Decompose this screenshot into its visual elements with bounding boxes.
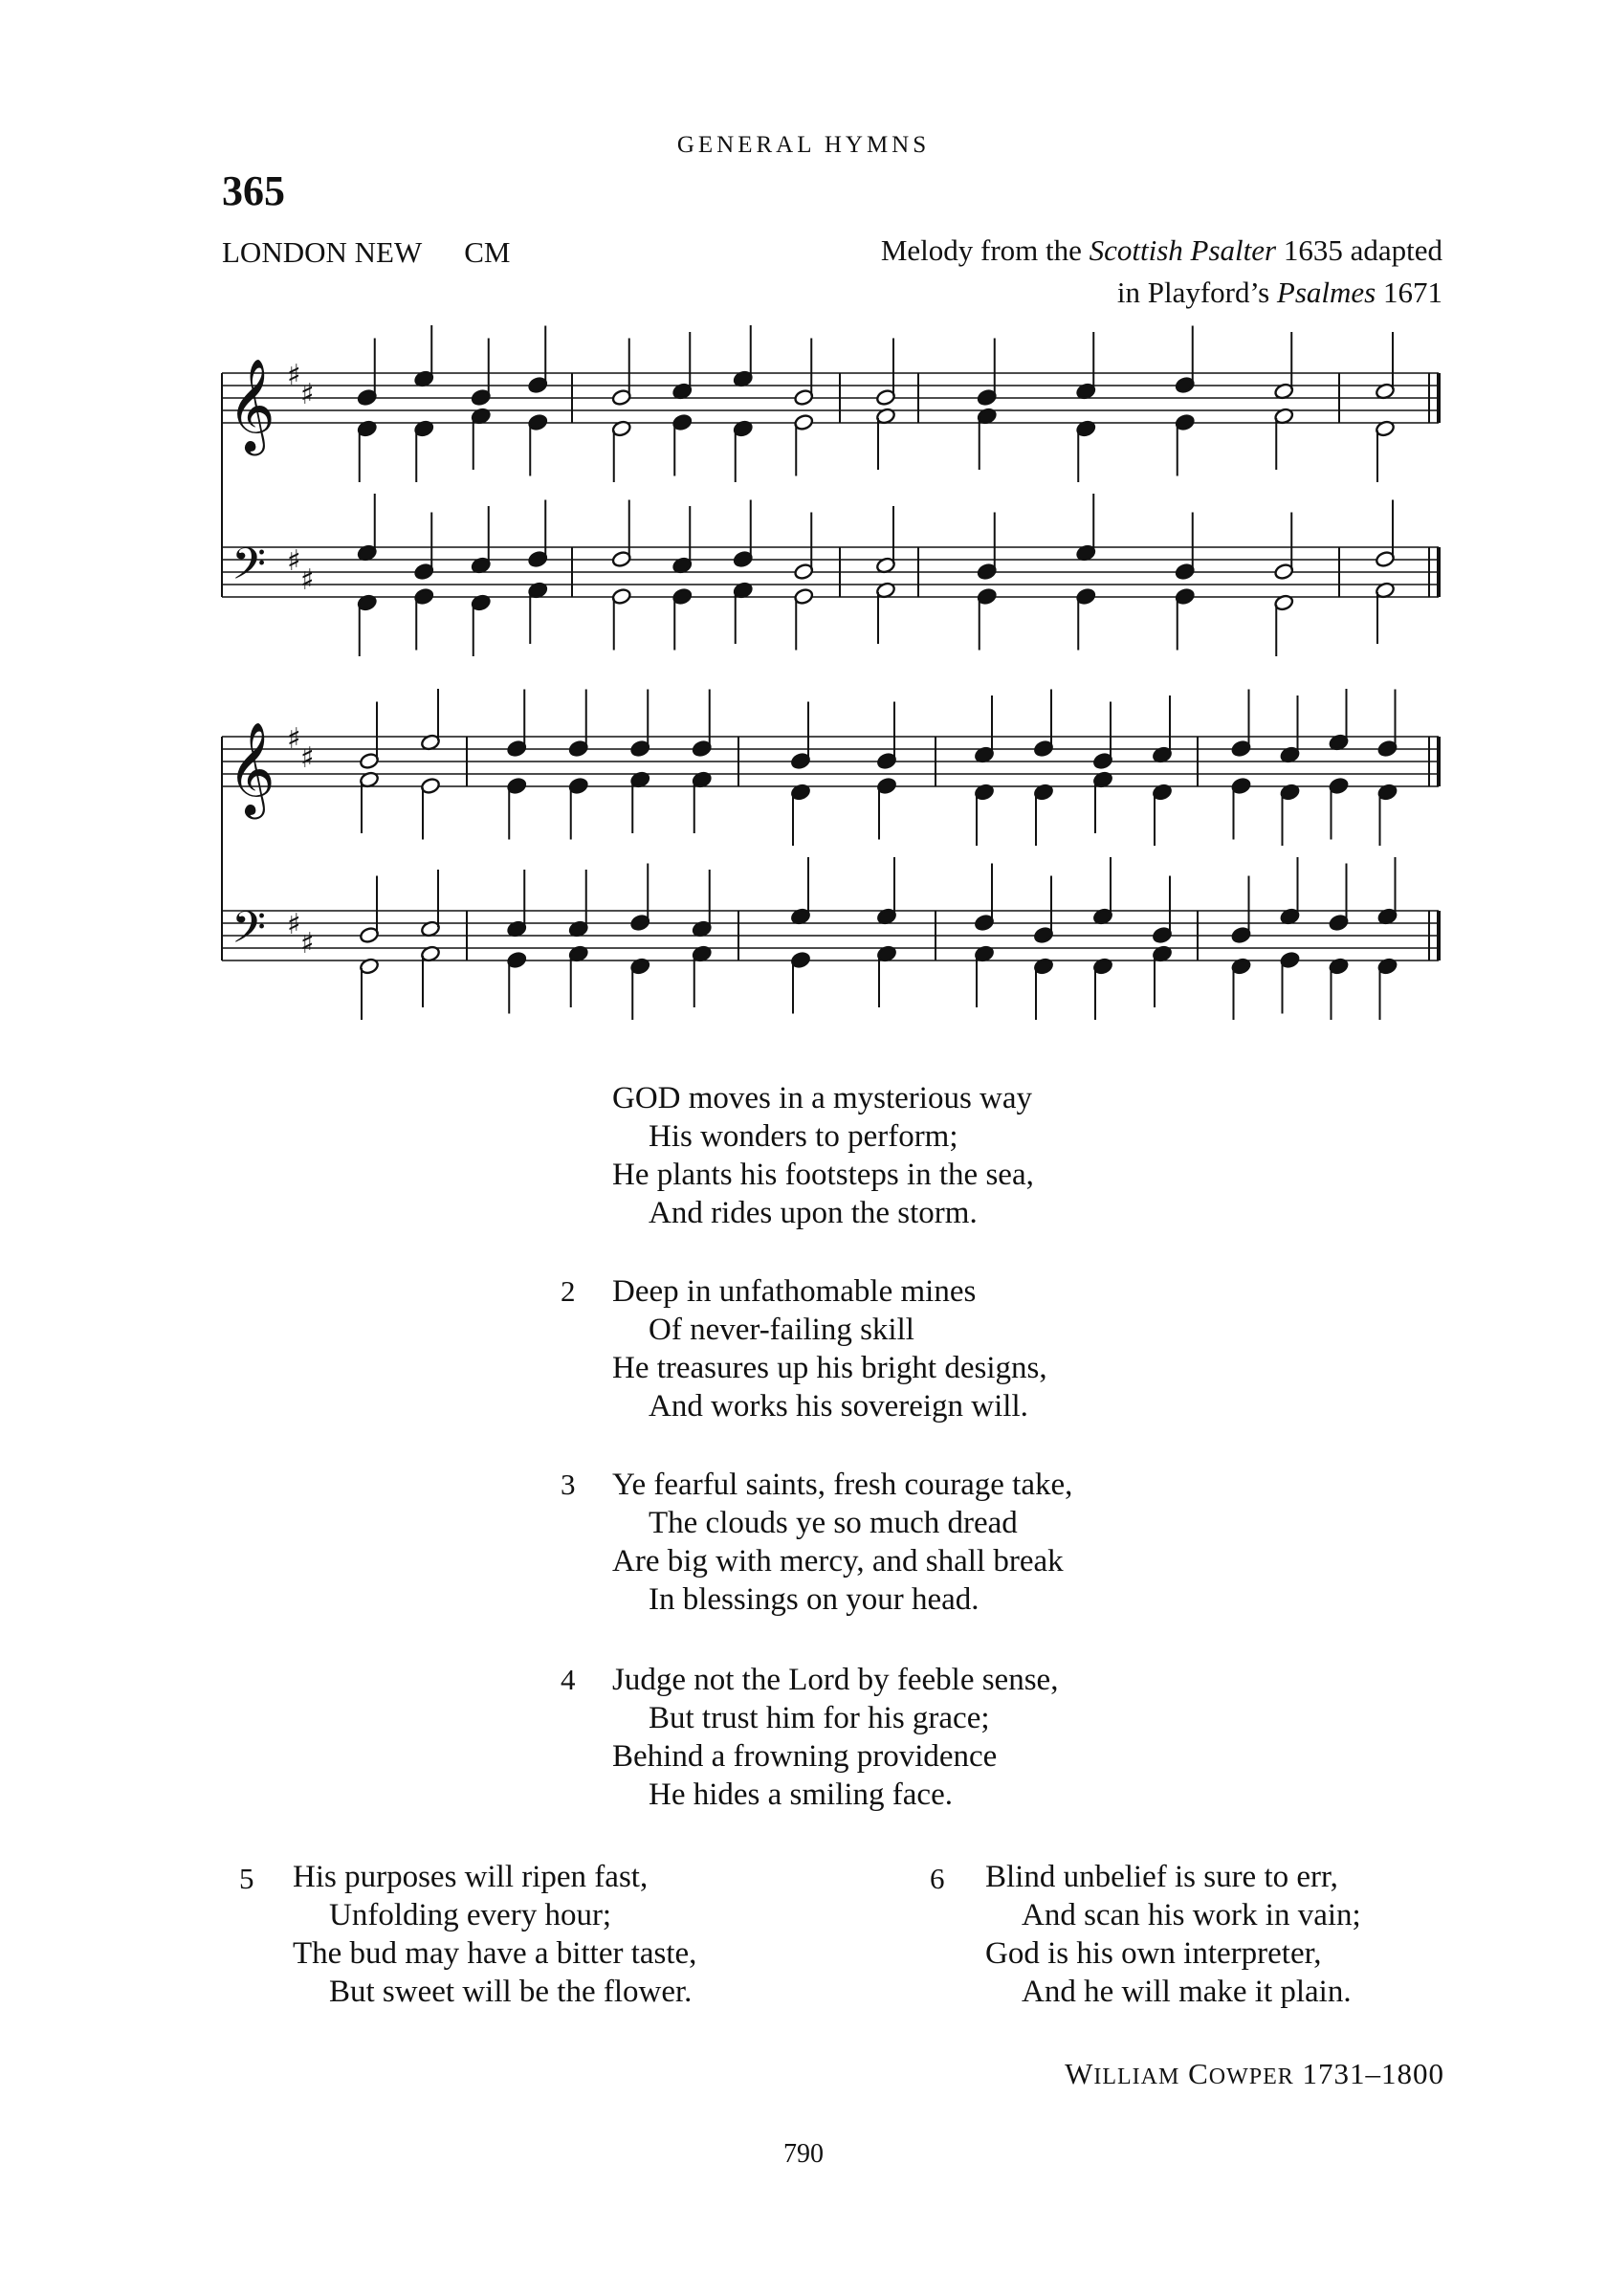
author-credit xyxy=(1065,2057,1444,2091)
tune-title: LONDON NEW xyxy=(222,235,423,269)
source-text: in Playford’s xyxy=(1116,276,1277,309)
stanza-5 xyxy=(293,1858,696,2011)
bass-clef-icon: 𝄢 xyxy=(231,539,267,601)
stanza-2 xyxy=(612,1272,1047,1425)
verse-number: 3 xyxy=(561,1468,576,1501)
stanza-line: Behind a frowning providence xyxy=(612,1739,998,1774)
sharp-icon: ♯ xyxy=(300,741,315,775)
music-system-1 xyxy=(0,325,1607,689)
author-name: C xyxy=(1188,2057,1209,2090)
author-dates: 1731–1800 xyxy=(1302,2057,1444,2090)
stanza-line: Ye fearful saints, fresh courage take, xyxy=(612,1468,1073,1502)
treble-clef-icon: 𝄞 xyxy=(228,358,275,452)
stanza-line: And he will make it plain. xyxy=(1022,1975,1352,2009)
tune-meter: CM xyxy=(464,235,511,269)
stanza-line: The bud may have a bitter taste, xyxy=(293,1936,697,1971)
source-title: Scottish Psalter xyxy=(1089,233,1277,267)
author-name: ILLIAM xyxy=(1093,2064,1180,2089)
treble-clef-icon: 𝄞 xyxy=(228,721,275,815)
stanza-line: And works his sovereign will. xyxy=(649,1389,1028,1424)
verse-number: 4 xyxy=(561,1663,576,1696)
page-number: 790 xyxy=(783,2139,824,2169)
tune-name xyxy=(222,235,510,270)
stanza-line: GOD moves in a mysterious way xyxy=(612,1081,1033,1115)
stanza-line: In blessings on your head. xyxy=(649,1582,980,1617)
music-system-2 xyxy=(0,689,1607,1052)
verse-number: 2 xyxy=(561,1274,576,1308)
sharp-icon: ♯ xyxy=(300,563,315,597)
stanza-line: The clouds ye so much dread xyxy=(649,1506,1018,1540)
sharp-icon: ♯ xyxy=(287,722,301,756)
tune-source-line-1 xyxy=(881,233,1442,268)
stanza-line: God is his own interpreter, xyxy=(985,1936,1322,1971)
stanza-line: His wonders to perform; xyxy=(649,1119,958,1154)
stanza-1 xyxy=(612,1079,1034,1232)
source-title: Psalmes xyxy=(1276,276,1376,309)
source-text: 1635 adapted xyxy=(1276,233,1442,267)
stanza-line: His purposes will ripen fast, xyxy=(293,1860,649,1894)
stanza-3 xyxy=(612,1466,1072,1619)
sharp-icon: ♯ xyxy=(287,544,301,578)
bass-clef-icon: 𝄢 xyxy=(231,902,267,964)
stanza-4 xyxy=(612,1661,1058,1814)
verse-number: 5 xyxy=(239,1862,254,1895)
source-text: Melody from the xyxy=(880,233,1090,267)
stanza-line: Are big with mercy, and shall break xyxy=(612,1544,1064,1578)
sharp-icon: ♯ xyxy=(300,927,315,960)
stanza-line: And scan his work in vain; xyxy=(1022,1898,1361,1932)
stanza-line: Judge not the Lord by feeble sense, xyxy=(612,1663,1059,1697)
source-text: 1671 xyxy=(1376,276,1442,309)
stanza-line: He treasures up his bright designs, xyxy=(612,1351,1047,1385)
stanza-line: But trust him for his grace; xyxy=(649,1701,990,1735)
tune-source-line-2 xyxy=(1117,276,1442,310)
hymn-number: 365 xyxy=(222,167,285,214)
section-heading: GENERAL HYMNS xyxy=(676,132,931,158)
stanza-line: Unfolding every hour; xyxy=(329,1898,612,1932)
verse-number: 6 xyxy=(930,1862,945,1895)
stanza-line: Of never-failing skill xyxy=(649,1313,914,1347)
sharp-icon: ♯ xyxy=(300,378,315,411)
author-name: W xyxy=(1065,2057,1094,2090)
author-name: OWPER xyxy=(1208,2064,1294,2089)
stanza-6 xyxy=(985,1858,1361,2011)
sharp-icon: ♯ xyxy=(287,908,301,941)
stanza-line: Blind unbelief is sure to err, xyxy=(985,1860,1338,1894)
stanza-line: He hides a smiling face. xyxy=(649,1777,953,1812)
sharp-icon: ♯ xyxy=(287,359,301,392)
stanza-line: He plants his footsteps in the sea, xyxy=(612,1158,1034,1192)
stanza-line: Deep in unfathomable mines xyxy=(612,1274,977,1309)
stanza-line: And rides upon the storm. xyxy=(649,1196,978,1230)
stanza-line: But sweet will be the flower. xyxy=(329,1975,693,2009)
